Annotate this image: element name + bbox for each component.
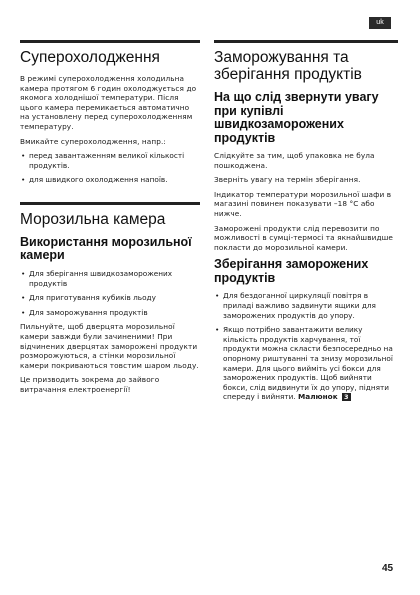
subsection-title: На що слід звернути увагу при купівлі швидкозаморожених продуктів <box>214 90 379 145</box>
list-item-text: Якщо потрібно завантажити велику кількість продуктів харчування, тої продукти можна скласти безпосередньо на опорному риштуванні та знизу морозильної камери. Для цього вийміть усі бокси для заморожених продуктів. Щоб вийняти бокси, слід видвинути їх до упору, підняти спереду і вийняти. <box>223 325 393 402</box>
bullet-list <box>214 291 398 402</box>
section-rule <box>20 40 200 43</box>
paragraph: В режимі суперохолодження холодильна камера протягом 6 годин охолоджується до якомога холоднішої температури. Після цього камера перемикається автоматично на установлену перед суперохолодженням температуру. <box>20 74 197 131</box>
figure-reference: Малюнок <box>298 392 338 402</box>
figure-number-badge: 3 <box>343 393 349 402</box>
paragraph: Індикатор температури морозильної шафи в магазині повинен показувати –18 °C або нижче. <box>214 189 392 218</box>
list-item: • Для зберігання швидкозаморожених продуктів <box>20 269 200 288</box>
section-rule <box>214 40 398 43</box>
bullet-list <box>20 151 200 185</box>
list-item: • Для бездоганної циркуляції повітря в приладі важливо задвинути ящики для заморожених продуктів до упору. <box>214 291 398 320</box>
section-title-freezer: Морозильна камера <box>20 210 166 228</box>
section-title-freezing: Заморожування та зберігання продуктів <box>214 49 362 83</box>
paragraph: Заморожені продукти слід перевозити по можливості в сумці-термосі та якнайшвидше покласти до морозильної камери. <box>214 223 393 252</box>
section-rule <box>20 202 200 205</box>
paragraph: Пильнуйте, щоб дверцята морозильної камери завжди були зачиненими! При відчинених дверцятах заморожені продукти розморожуються, а стінки морозильної камери покриваються товстим шаром льоду. <box>20 322 199 370</box>
section-title-superchill: Суперохолодження <box>20 49 160 66</box>
left-column <box>20 40 200 399</box>
paragraph: Це призводить зокрема до зайвого витрачання електроенергії! <box>20 375 160 394</box>
right-column <box>214 40 398 407</box>
page-number: 45 <box>382 563 394 574</box>
list-item: • для швидкого охолодження напоїв. <box>20 175 200 185</box>
list-item: • Для заморожування продуктів <box>20 308 200 318</box>
list-item: • Для приготування кубиків льоду <box>20 293 200 303</box>
paragraph: Зверніть увагу на термін зберігання. <box>214 175 361 185</box>
list-item <box>214 325 398 402</box>
list-item: • перед завантаженням великої кількості продуктів. <box>20 151 200 170</box>
paragraph: Слідкуйте за тим, щоб упаковка не була пошкоджена. <box>214 151 375 170</box>
language-badge: uk <box>369 17 391 29</box>
paragraph: Вмикайте суперохолодження, напр.: <box>20 136 166 146</box>
subsection-title: Використання морозильної камери <box>20 234 192 263</box>
bullet-list <box>20 269 200 317</box>
subsection-title: Зберігання заморожених продуктів <box>214 257 369 285</box>
